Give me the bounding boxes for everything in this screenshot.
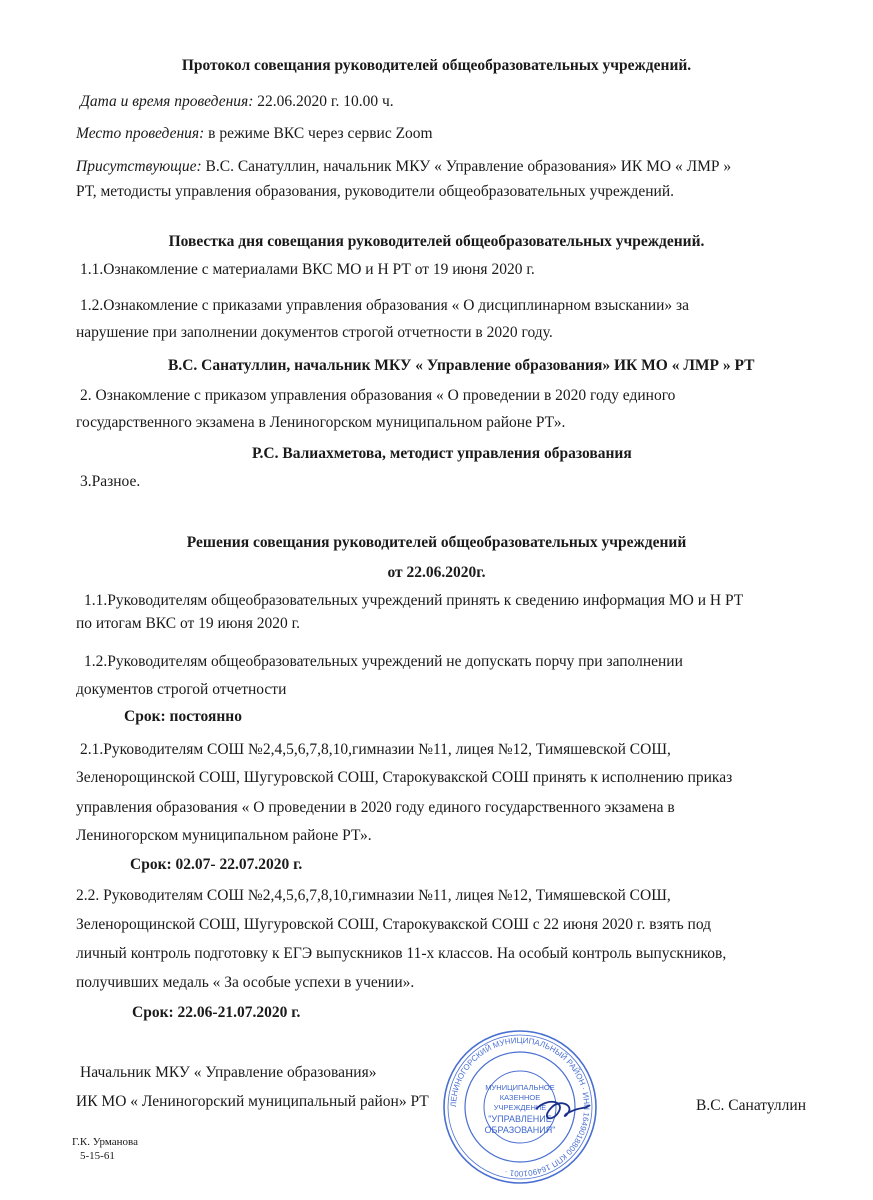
signatory-position-1: Начальник МКУ « Управление образования»: [80, 1064, 377, 1081]
decisions-date: от 22.06.2020г.: [387, 564, 486, 581]
attendees-value-2: РТ, методисты управления образования, руководители общеобразовательных учреждений.: [76, 183, 675, 200]
signatory-name: В.С. Санатуллин: [696, 1097, 806, 1114]
agenda-speaker-2: Р.С. Валиахметова, методист управления образования: [252, 445, 632, 462]
decision-1-1-line-2: по итогам ВКС от 19 июня 2020 г.: [76, 615, 301, 632]
decision-term-2: Срок: 02.07- 22.07.2020 г.: [130, 856, 303, 873]
stamp-ring-text: ЛЕНИНОГОРСКИЙ МУНИЦИПАЛЬНЫЙ РАЙОН · ИНН 1649018800 КПП 164901001 ·: [448, 1035, 592, 1179]
agenda-item-2-line-1: 2. Ознакомление с приказом управления образования « О проведении в 2020 году единого: [80, 387, 676, 404]
stamp-line-1: МУНИЦИПАЛЬНОЕ: [485, 1083, 555, 1092]
agenda-item-1-2-line-1: 1.2.Ознакомление с приказами управления образования « О дисциплинарном взыскании» за: [80, 297, 690, 314]
agenda-heading: Повестка дня совещания руководителей общеобразовательных учреждений.: [168, 233, 705, 250]
decision-term-3: Срок: 22.06-21.07.2020 г.: [132, 1004, 301, 1021]
decision-2-1-line-3: управления образования « О проведении в 2020 году единого государственного экзамена в: [76, 799, 675, 816]
decision-2-2-line-3: личный контроль подготовку к ЕГЭ выпускников 11-х классов. На особый контроль выпускников,: [76, 945, 727, 962]
agenda-item-1-1: 1.1.Ознакомление с материалами ВКС МО и Н РТ от 19 июня 2020 г.: [80, 261, 535, 278]
attendees-label: Присутствующие:: [76, 158, 202, 175]
decision-1-2-line-1: 1.2.Руководителям общеобразовательных учреждений не допускать порчу при заполнении: [84, 653, 683, 670]
stamp-line-5: ОБРАЗОВАНИЯ": [484, 1125, 556, 1135]
place-label: Место проведения:: [76, 125, 205, 142]
decision-1-2-line-2: документов строгой отчетности: [76, 681, 287, 698]
stamp-line-3: УЧРЕЖДЕНИЕ: [493, 1103, 547, 1112]
decision-term-1: Срок: постоянно: [124, 708, 242, 725]
stamp-line-4: "УПРАВЛЕНИЕ: [488, 1114, 552, 1124]
agenda-speaker-1: В.С. Санатуллин, начальник МКУ « Управление образования» ИК МО « ЛМР » РТ: [168, 357, 755, 374]
decision-2-2-line-4: получивших медаль « За особые успехи в учении».: [76, 974, 415, 991]
place-value: в режиме ВКС через сервис Zoom: [204, 125, 433, 142]
decision-2-1-line-4: Лениногорском муниципальном районе РТ».: [76, 827, 372, 844]
signatory-position-2: ИК МО « Лениногорский муниципальный район» РТ: [76, 1093, 429, 1110]
stamp-line-2: КАЗЕННОЕ: [499, 1093, 541, 1102]
attendees-value-1: В.С. Санатуллин, начальник МКУ « Управление образования» ИК МО « ЛМР »: [201, 158, 732, 175]
document-title: Протокол совещания руководителей общеобразовательных учреждений.: [181, 57, 692, 74]
official-stamp: [440, 1027, 600, 1187]
agenda-item-3: 3.Разное.: [80, 473, 141, 490]
date-label: Дата и время проведения:: [80, 93, 254, 110]
author-name: Г.К. Урманова: [72, 1136, 138, 1148]
attendees: [76, 157, 731, 176]
decision-2-1-line-1: 2.1.Руководителям СОШ №2,4,5,6,7,8,10,гимназии №11, лицея №12, Тимяшевской СОШ,: [80, 741, 671, 758]
meeting-place: [76, 124, 433, 143]
decision-1-1-line-1: 1.1.Руководителям общеобразовательных учреждений принять к сведению информация МО и Н РТ: [84, 592, 744, 609]
agenda-item-2-line-2: государственного экзамена в Лениногорском муниципальном районе РТ».: [76, 414, 566, 431]
decision-2-1-line-2: Зеленорощинской СОШ, Шугуровской СОШ, Старокувакской СОШ принять к исполнению приказ: [76, 769, 733, 786]
meeting-date: [80, 92, 394, 111]
date-value: 22.06.2020 г. 10.00 ч.: [253, 93, 394, 110]
decision-2-2-line-2: Зеленорощинской СОШ, Шугуровской СОШ, Старокувакской СОШ с 22 июня 2020 г. взять под: [76, 916, 712, 933]
agenda-item-1-2-line-2: нарушение при заполнении документов строгой отчетности в 2020 году.: [76, 324, 553, 341]
author-phone: 5-15-61: [80, 1150, 115, 1162]
decision-2-2-line-1: 2.2. Руководителям СОШ №2,4,5,6,7,8,10,гимназии №11, лицея №12, Тимяшевской СОШ,: [76, 887, 671, 904]
decisions-heading: Решения совещания руководителей общеобразовательных учреждений: [186, 534, 687, 551]
